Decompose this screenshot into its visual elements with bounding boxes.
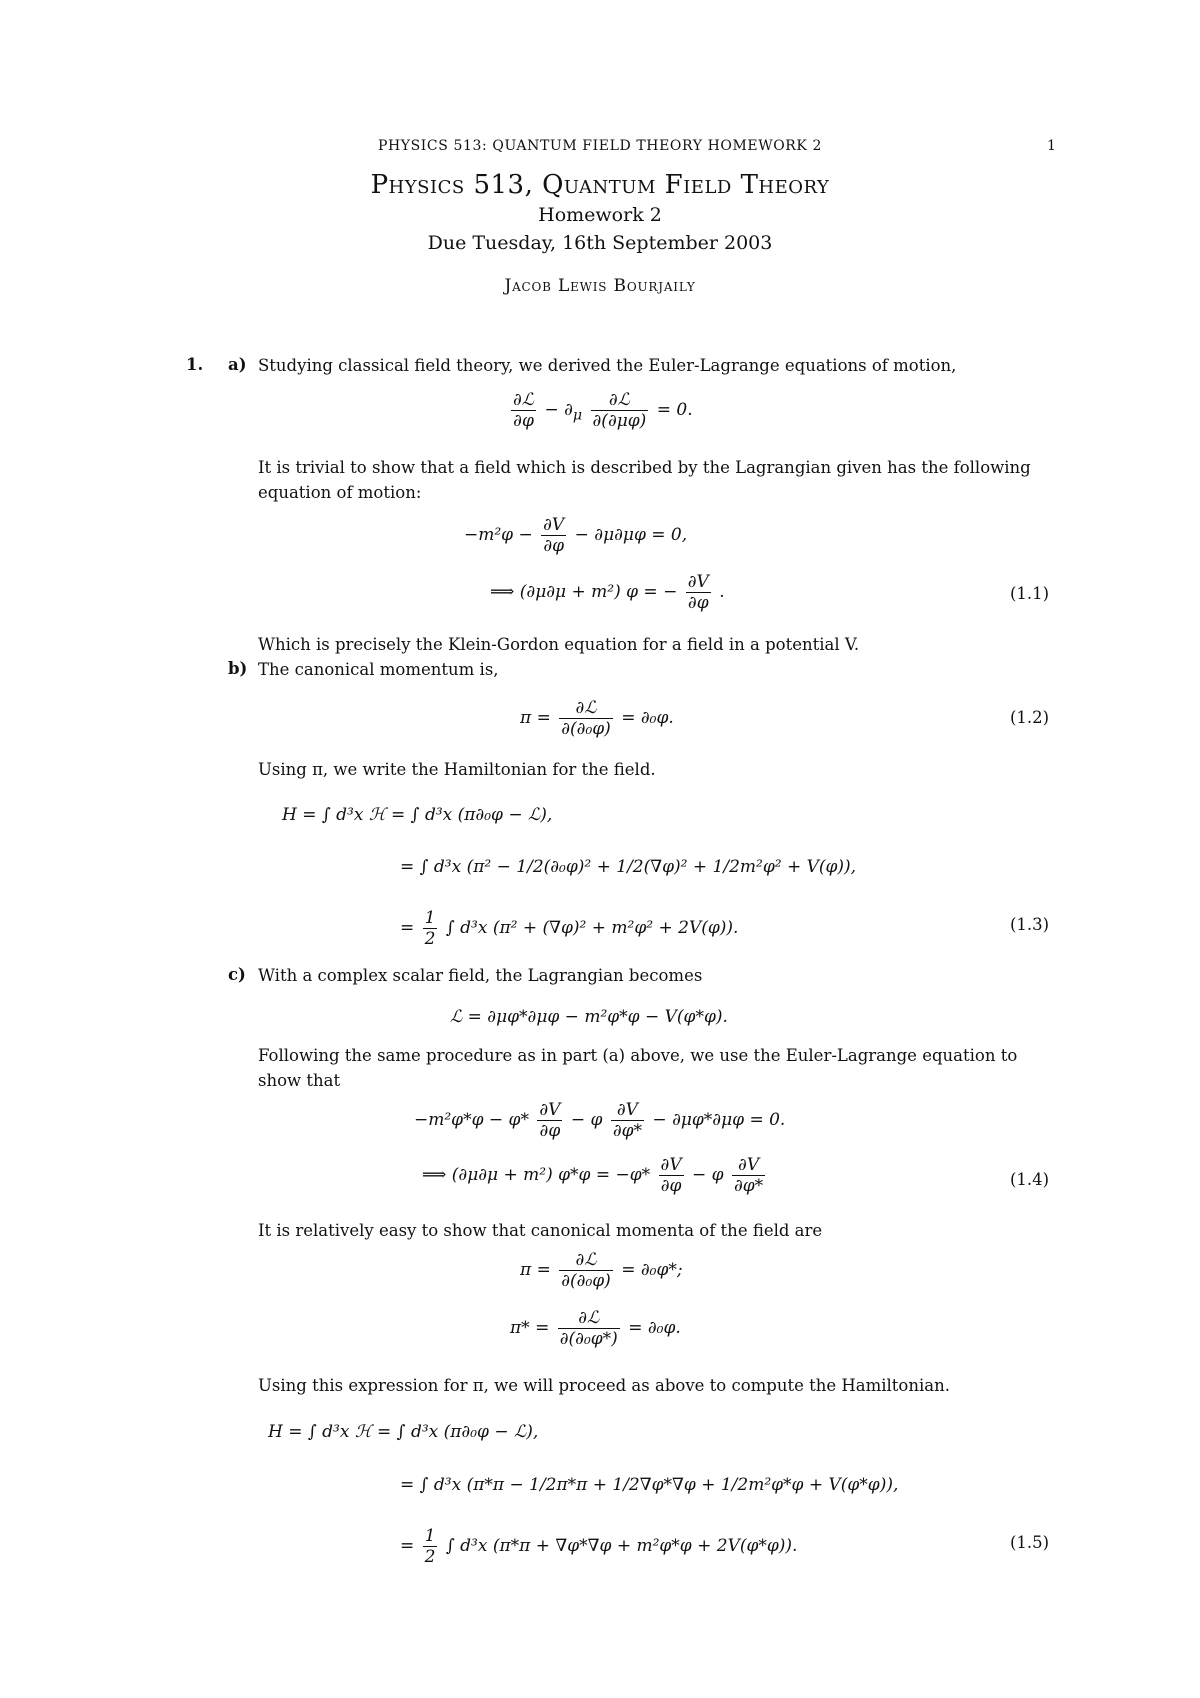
- due-date: Due Tuesday, 16th September 2003: [427, 232, 773, 254]
- momentum-pi-star: π* = $\frac{\text{∂ℒ}}{\text{∂(∂₀φ*)}}$ = ∂₀φ.: [510, 1308, 681, 1349]
- complex-hamiltonian-line-1: H = ∫ d³x ℋ = ∫ d³x (π∂₀φ − ℒ),: [268, 1422, 539, 1442]
- canonical-momentum-equation: π = $\frac{\text{∂ℒ}}{\text{∂(∂₀φ)}}$ = ∂₀φ.: [520, 698, 674, 739]
- klein-gordon-equation: ⟹ (∂μ∂μ + m²) φ = − $\frac{\partial V}{\partial\varphi}$ .: [490, 572, 725, 613]
- part-b-label: b): [228, 659, 248, 678]
- part-a-label: a): [228, 355, 247, 374]
- equation-number-1-4: (1.4): [1010, 1170, 1050, 1189]
- euler-lagrange-equation: $\frac{\text{∂ℒ}}{\partial\varphi}$ − $\partial_\mu$ $\frac{\text{∂ℒ}}{\partial(\partial\mu\varphi)}$ = 0.: [513, 390, 693, 431]
- complex-equation-of-motion: −m²φ*φ − φ* $\frac{\partial V}{\partial\varphi}$ − φ $\frac{\partial V}{\partial\varphi*}$ − ∂μφ*∂μφ = 0.: [414, 1100, 786, 1141]
- part-a-text1: It is trivial to show that a field which is described by the Lagrangian given has the following equation of motion:: [258, 458, 1031, 502]
- part-c-intro: With a complex scalar field, the Lagrangian becomes: [258, 966, 703, 985]
- paper-title: Physics 513, Quantum Field Theory: [370, 170, 830, 200]
- part-c-text2: It is relatively easy to show that canonical momenta of the field are: [258, 1221, 823, 1240]
- equation-number-1-2: (1.2): [1010, 708, 1050, 727]
- complex-klein-gordon: ⟹ (∂μ∂μ + m²) φ*φ = −φ* $\frac{\partial V}{\partial\varphi}$ − φ $\frac{\partial V}{\partial\varphi*}$: [422, 1155, 764, 1196]
- hamiltonian-line-2: = ∫ d³x (π² − 1/2(∂₀φ)² + 1/2(∇φ)² + 1/2m²φ² + V(φ)),: [400, 857, 857, 877]
- page-number: 1: [1047, 138, 1056, 154]
- equation-of-motion: −m²φ − $\frac{\partial V}{\partial\varphi}$ − ∂μ∂μφ = 0,: [464, 515, 688, 556]
- part-b-text1: Using π, we write the Hamiltonian for the field.: [258, 760, 656, 779]
- equation-number-1-3: (1.3): [1010, 915, 1050, 934]
- part-a-intro: Studying classical field theory, we derived the Euler-Lagrange equations of motion,: [258, 356, 957, 375]
- equation-number-1-1: (1.1): [1010, 584, 1050, 603]
- complex-hamiltonian-line-2: = ∫ d³x (π*π − 1/2π*π + 1/2∇φ*∇φ + 1/2m²φ*φ + V(φ*φ)),: [400, 1475, 899, 1495]
- paper-subtitle: Homework 2: [538, 204, 662, 226]
- part-c-text1: Following the same procedure as in part (a) above, we use the Euler-Lagrange equation to show that: [258, 1046, 1018, 1090]
- author: Jacob Lewis Bourjaily: [504, 276, 696, 296]
- part-c-label: c): [228, 965, 246, 984]
- momentum-pi: π = $\frac{\text{∂ℒ}}{\text{∂(∂₀φ)}}$ = ∂₀φ*;: [520, 1250, 683, 1291]
- complex-lagrangian: ℒ = ∂μφ*∂μφ − m²φ*φ − V(φ*φ).: [450, 1007, 728, 1027]
- hamiltonian-line-1: H = ∫ d³x ℋ = ∫ d³x (π∂₀φ − ℒ),: [282, 805, 553, 825]
- equation-number-1-5: (1.5): [1010, 1533, 1050, 1552]
- running-header: PHYSICS 513: QUANTUM FIELD THEORY HOMEWORK 2: [377, 138, 823, 154]
- complex-hamiltonian-line-3: = $\frac{1}{2}$ ∫ d³x (π*π + ∇φ*∇φ + m²φ*φ + 2V(φ*φ)).: [400, 1526, 798, 1567]
- part-b-intro: The canonical momentum is,: [258, 660, 499, 679]
- hamiltonian-line-3: = $\frac{1}{2}$ ∫ d³x (π² + (∇φ)² + m²φ² + 2V(φ)).: [400, 908, 739, 949]
- problem-number: 1.: [186, 355, 204, 374]
- part-c-text3: Using this expression for π, we will proceed as above to compute the Hamiltonian.: [258, 1376, 950, 1395]
- part-a-text2: Which is precisely the Klein-Gordon equation for a field in a potential V.: [258, 635, 860, 654]
